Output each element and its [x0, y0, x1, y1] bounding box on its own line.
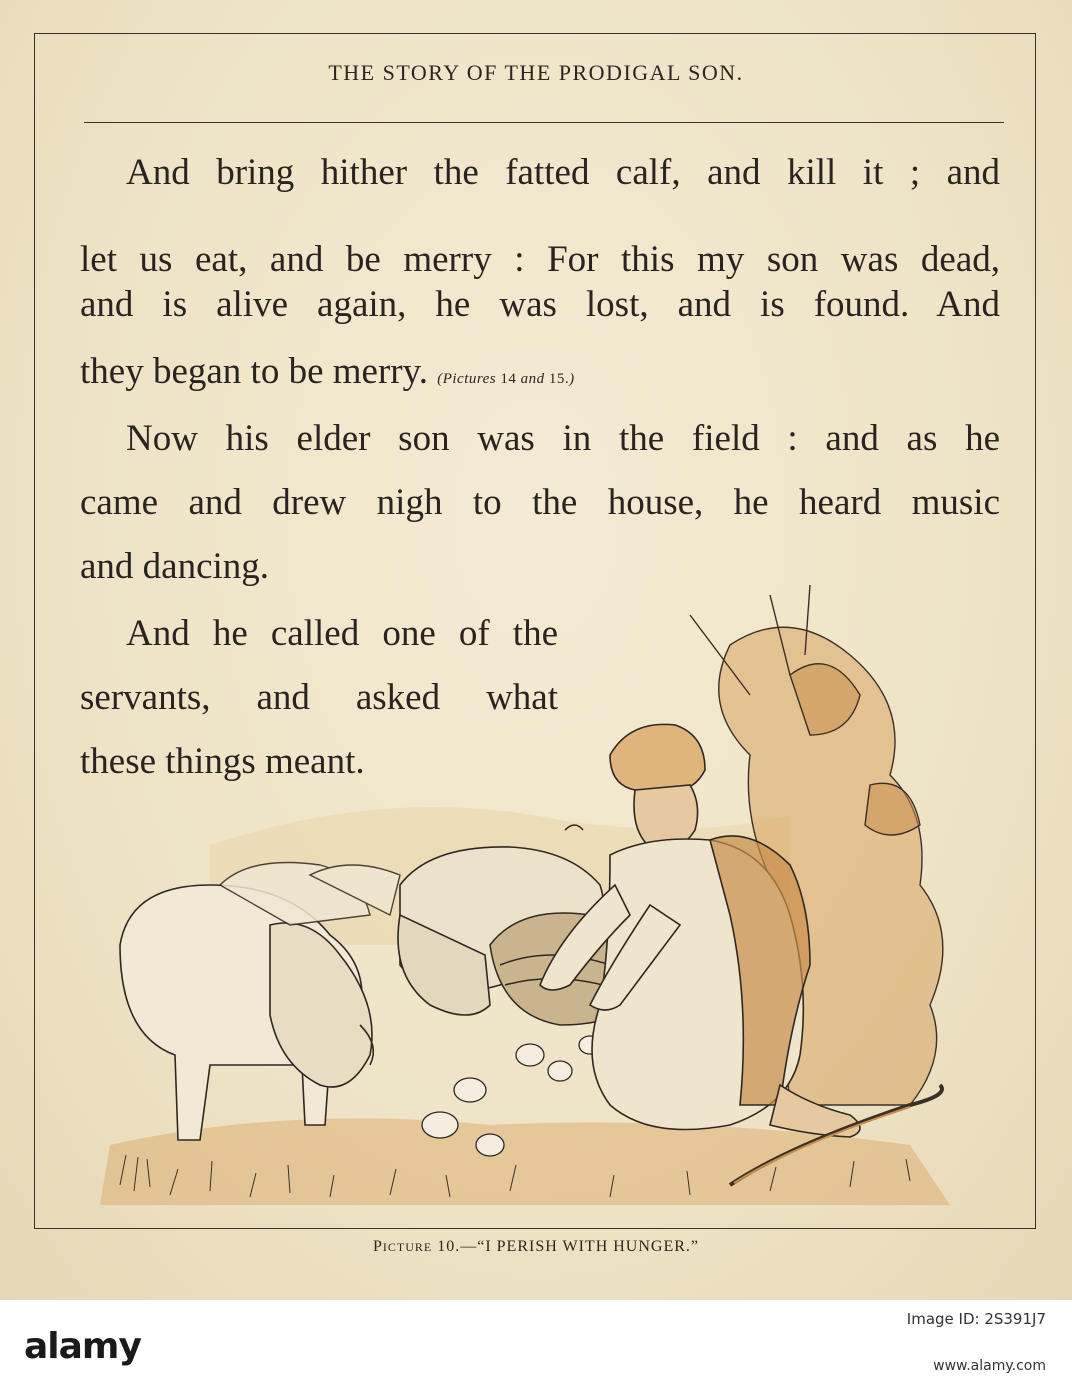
text-line-with-reference	[80, 350, 1000, 401]
picture-reference: (Pictures 14 and 15.)	[437, 371, 575, 387]
reference-and: and	[520, 371, 545, 387]
text-line: let us eat, and be merry : For this my son was dead,	[80, 239, 1000, 280]
reference-number: 15.	[548, 371, 570, 387]
text-line: these things meant.	[80, 741, 365, 782]
text-line: and is alive again, he was lost, and is found. And	[80, 284, 1000, 325]
text-line: And bring hither the fatted calf, and kill it ; and	[126, 152, 1000, 193]
reference-number: 14	[500, 371, 517, 387]
running-head: THE STORY OF THE PRODIGAL SON.	[328, 60, 744, 85]
text-line: they began to be merry.	[80, 351, 428, 392]
text-line: Now his elder son was in the field : and as he	[126, 418, 1000, 459]
caption-number: 10.	[437, 1238, 461, 1255]
text-line: and dancing.	[80, 546, 270, 587]
caption-label-initial: P	[372, 1238, 383, 1255]
text-line: And he called one of the	[126, 613, 558, 654]
reference-prefix: Pictures	[442, 371, 497, 387]
alamy-logo: alamy	[24, 1326, 141, 1367]
picture-caption: PICTURE 10.—“I PERISH WITH HUNGER.”	[372, 1238, 700, 1255]
stock-url[interactable]: www.alamy.com	[933, 1358, 1046, 1374]
text-line: servants, and asked what	[80, 677, 558, 718]
prodigal-son-illustration	[90, 585, 1020, 1225]
header-rule	[84, 122, 1004, 123]
image-id: Image ID: 2S391J7	[906, 1310, 1046, 1328]
caption-label-rest: ICTURE	[382, 1240, 433, 1254]
text-line: came and drew nigh to the house, he heard music	[80, 482, 1000, 523]
caption-title: “I PERISH WITH HUNGER.”	[477, 1238, 700, 1255]
